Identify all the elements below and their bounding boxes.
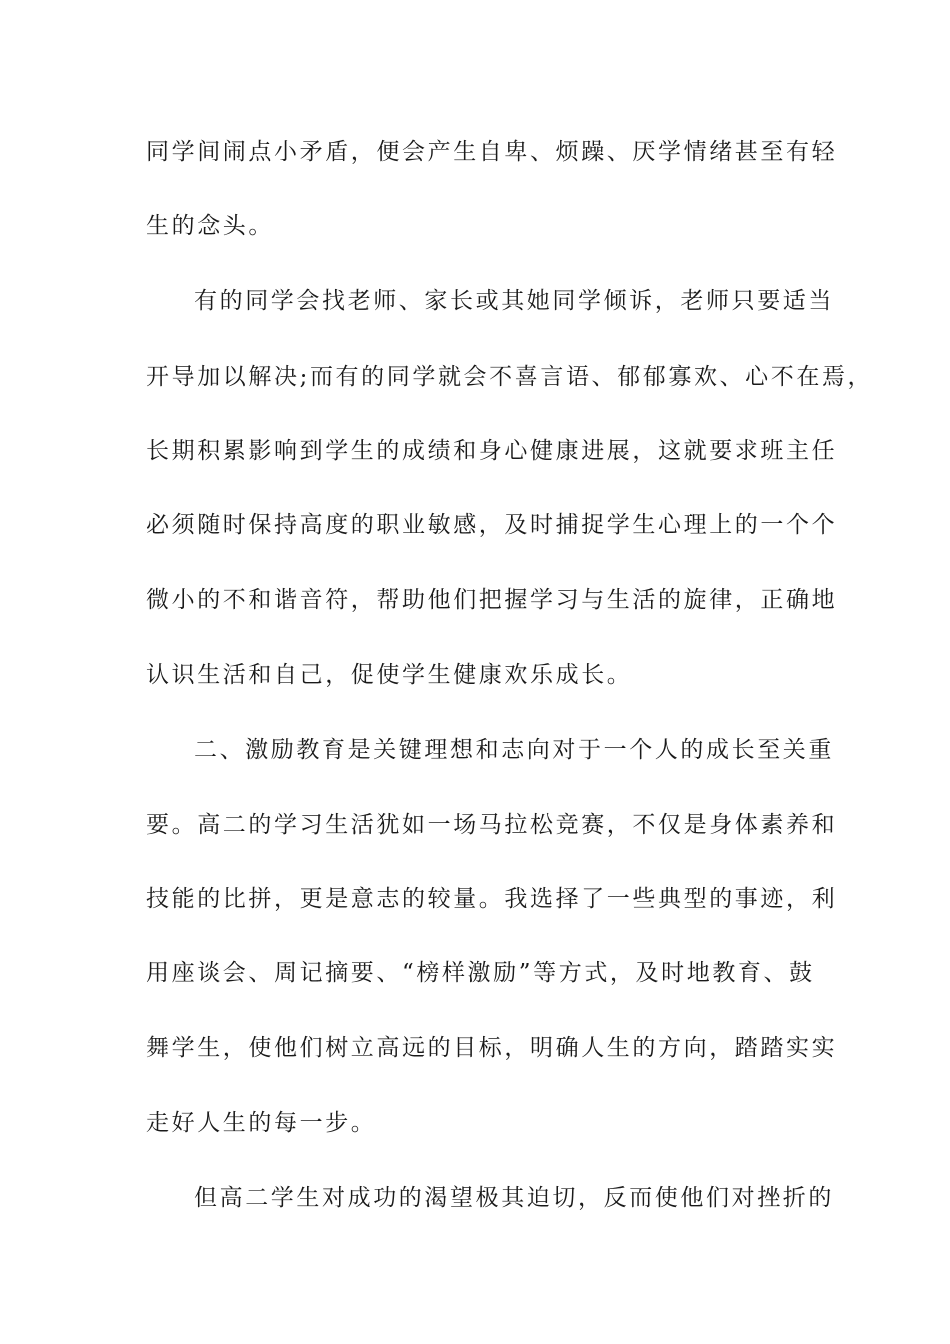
text-line: 必须随时保持高度的职业敏感，及时捕捉学生心理上的一个个 (146, 512, 838, 538)
text-line: 舞学生，使他们树立高远的目标，明确人生的方向，踏踏实实 (146, 1035, 838, 1061)
text-line: 用座谈会、周记摘要、“榜样激励”等方式，及时地教育、鼓 (146, 960, 815, 986)
text-line: 生的念头。 (146, 213, 274, 239)
text-line: 微小的不和谐音符，帮助他们把握学习与生活的旋律，正确地 (146, 587, 838, 613)
text-line: 技能的比拼，更是意志的较量。我选择了一些典型的事迹，利 (146, 886, 838, 912)
text-line: 开导加以解决;而有的同学就会不喜言语、郁郁寡欢、心不在焉， (146, 364, 874, 390)
text-line: 认识生活和自己，促使学生健康欢乐成长。 (146, 662, 633, 688)
paragraph-first-line: 有的同学会找老师、家长或其她同学倾诉，老师只要适当 (194, 288, 834, 314)
text-line: 同学间闹点小矛盾，便会产生自卑、烦躁、厌学情绪甚至有轻 (146, 139, 838, 165)
text-line: 长期积累影响到学生的成绩和身心健康进展，这就要求班主任 (146, 438, 838, 464)
paragraph-first-line: 二、激励教育是关键理想和志向对于一个人的成长至关重 (194, 737, 834, 763)
text-line: 要。高二的学习生活犹如一场马拉松竞赛，不仅是身体素养和 (146, 812, 838, 838)
paragraph-first-line: 但高二学生对成功的渴望极其迫切，反而使他们对挫折的 (194, 1185, 834, 1211)
text-line: 走好人生的每一步。 (146, 1110, 377, 1136)
